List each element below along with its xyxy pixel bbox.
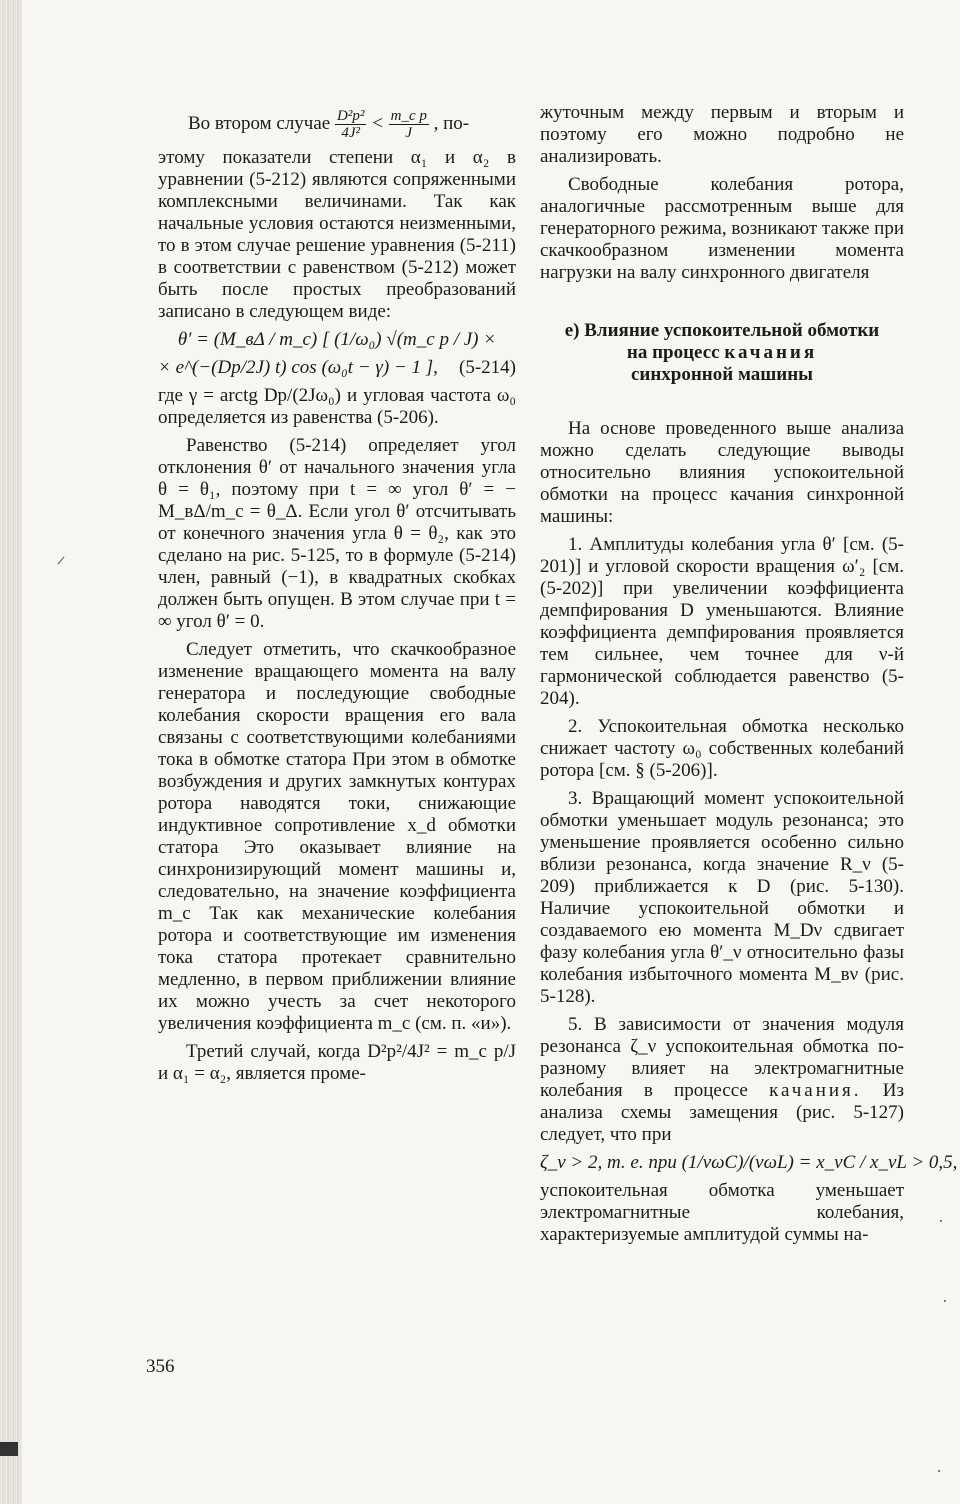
formula-resonance-condition: ζ_ν > 2, т. е. при (1/νωC)/(νωL) = x_νC / x_νL > 0,5, [540,1152,958,1173]
item5-text-a: 5. В зависимости от значения модуля резонанса ζ_ν успокоительная обмотка по-разному влияет на электромагнитные колебания в процессе [540,1014,904,1101]
paragraph-intermediate-case: жуточным между первым и вторым и поэтому его можно подробно не анализировать. [540,102,904,167]
item5-spaced-word: качания. [769,1080,862,1101]
frac-denominator: 4J² [341,125,360,141]
heading-spaced-word: качания [724,342,818,363]
page-number: 356 [146,1356,175,1377]
paragraph-gamma-definition: где γ = arctg Dp/(2Jω₀) и угловая частота ω₀ определяется из равенства (5-206). [158,385,516,428]
heading-line [540,342,904,364]
item5-text-c: успокоительная обмотка уменьшает электромагнитные колебания, характеризуемые амплитудой суммы на- [540,1180,904,1245]
formula-5-214-body: × e^(−(Dp/2J) t) cos (ω₀t − γ) − 1 ], [158,357,438,378]
page-speck [940,1220,942,1222]
paragraph-angle-deviation: Равенство (5-214) определяет угол отклонения θ′ от начального значения угла θ = θ₁, поэтому при t = ∞ угол θ′ = − M_вΔ/m_c = θ_Δ. Если угол θ′ отсчитывать от конечного значения угла θ = θ₂, как это сделано на рис. 5-125, то в формуле (5-214) член, равный (−1), в квадратных скобках должен быть опущен. В этом случае при t = ∞ угол θ′ = 0. [158,435,516,632]
case-two-tail: , по- [433,112,470,134]
equation-number: (5-214) [459,357,516,378]
heading-line: е) Влияние успокоительной обмотки [564,320,880,341]
item5-text-b: Из анализа схемы замещения (рис. 5-127) следует, что при [540,1080,905,1145]
conclusion-item-1: 1. Амплитуды колебания угла θ′ [см. (5-201)] и угловой скорости вращения ω′₂ [см. (5-202)] при увеличении коэффициента демпфирования D уменьшаются. Влияние коэффициента демпфирования проявляется тем сильнее, чем точнее для ν-й гармонической соблюдается равенство (5-204). [540,534,904,709]
heading-line: синхронной машины [630,364,814,385]
paragraph-conclusions-intro: На основе проведенного выше анализа можно сделать следующие выводы относительно влияния успокоительной обмотки на процесс качания синхронной машины: [540,418,904,527]
paragraph-complex-roots: этому показатели степени α₁ и α₂ в уравнении (5-212) являются сопряженными комплексными величинами. Так как начальные условия остаются неизменными, то в этом случае решение уравнения (5-211) в соответствии с равенством (5-212) может быть после простых преобразований записано в следующем виде: [158,147,516,322]
formula-5-214-line1: θ′ = (M_вΔ / m_c) [ (1/ω₀) √(m_c p / J) × [177,329,497,350]
binding-mark [0,1442,18,1456]
case-two-intro: Во втором случае [188,112,331,134]
conclusion-item-3: 3. Вращающий момент успокоительной обмотки уменьшает модуль резонанса; это уменьшение проявляется особенно сильно вблизи резонанса, когда значение R_ν (5-209) приближается к D (рис. 5-130). Наличие успокоительной обмотки и создаваемого ею момента M_Dν сдвигает фазу колебания угла θ′_ν относительно фазы колебания избыточного момента M_вν (рис. 5-128). [540,788,904,1007]
case-two-condition [158,108,516,141]
page-speck [57,556,64,564]
left-column [158,100,516,1091]
heading-text: на процесс [626,342,720,363]
page-binding-edge [0,0,22,1504]
right-column [540,102,958,1252]
formula-5-214-line2 [158,357,516,379]
frac-numerator: m_c p [390,108,427,124]
relation-sign: < [371,112,384,134]
section-heading [540,320,904,386]
paragraph-third-case: Третий случай, когда D²p²/4J² = m_c p/J и α₁ = α₂, является проме- [158,1041,516,1084]
frac-numerator: D²p² [336,108,365,124]
page-speck [944,1300,946,1302]
fraction-d2p2-4j2 [335,108,366,141]
page-speck [938,1470,940,1472]
paragraph-motor-oscillations: Свободные колебания ротора, аналогичные рассмотренным выше для генераторного режима, возникают также при скачкообразном изменении момента нагрузки на валу синхронного двигателя [540,174,905,283]
conclusion-item-5 [540,1014,904,1146]
fraction-mcp-j [389,108,429,141]
frac-denominator: J [405,125,413,141]
conclusion-item-2: 2. Успокоительная обмотка несколько снижает частоту ω₀ собственных колебаний ротора [см. § (5-206)]. [540,716,904,781]
paragraph-stator-current: Следует отметить, что скачкообразное изменение вращающего момента на валу генератора и последующие свободные колебания скорости вращения его вала связаны с соответствующими колебаниями тока в обмотке статора При этом в обмотке возбуждения и других замкнутых контурах ротора наводятся токи, снижающие индуктивное сопротивление x_d обмотки статора Это оказывает влияние на синхронизирующий момент машины и, следовательно, на значение коэффициента m_c Так как механические колебания ротора и соответствующие им изменения тока статора протекает сравнительно медленно, в первом приближении влияние их можно учесть за счет некоторого увеличения коэффициента m_c (см. п. «и»). [158,639,516,1034]
